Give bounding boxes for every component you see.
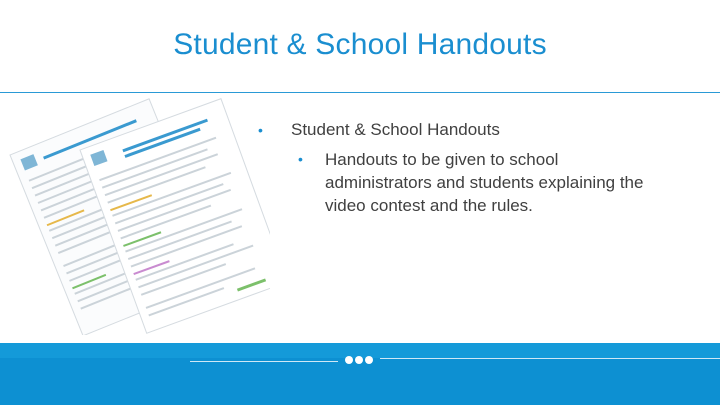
title-divider bbox=[0, 92, 720, 93]
footer-line-right bbox=[380, 358, 720, 359]
slide-title: Student & School Handouts bbox=[173, 28, 547, 61]
sub-bullet-item bbox=[291, 148, 665, 217]
bullet-marker: • bbox=[258, 122, 263, 138]
sub-bullet-text: Handouts to be given to school administrators and students explaining the video contest and the rules. bbox=[325, 150, 644, 215]
footer-dot bbox=[365, 356, 373, 364]
footer-dot bbox=[345, 356, 353, 364]
bullet-text: Student & School Handouts bbox=[291, 120, 500, 139]
bullet-list bbox=[258, 118, 698, 217]
sub-bullet-marker: • bbox=[298, 151, 303, 167]
footer-band bbox=[0, 343, 720, 405]
handout-documents-illustration bbox=[0, 95, 270, 335]
footer-dot bbox=[355, 356, 363, 364]
footer-line-left bbox=[190, 361, 338, 362]
footer-dots-icon bbox=[345, 356, 375, 366]
bullet-item bbox=[258, 118, 698, 142]
